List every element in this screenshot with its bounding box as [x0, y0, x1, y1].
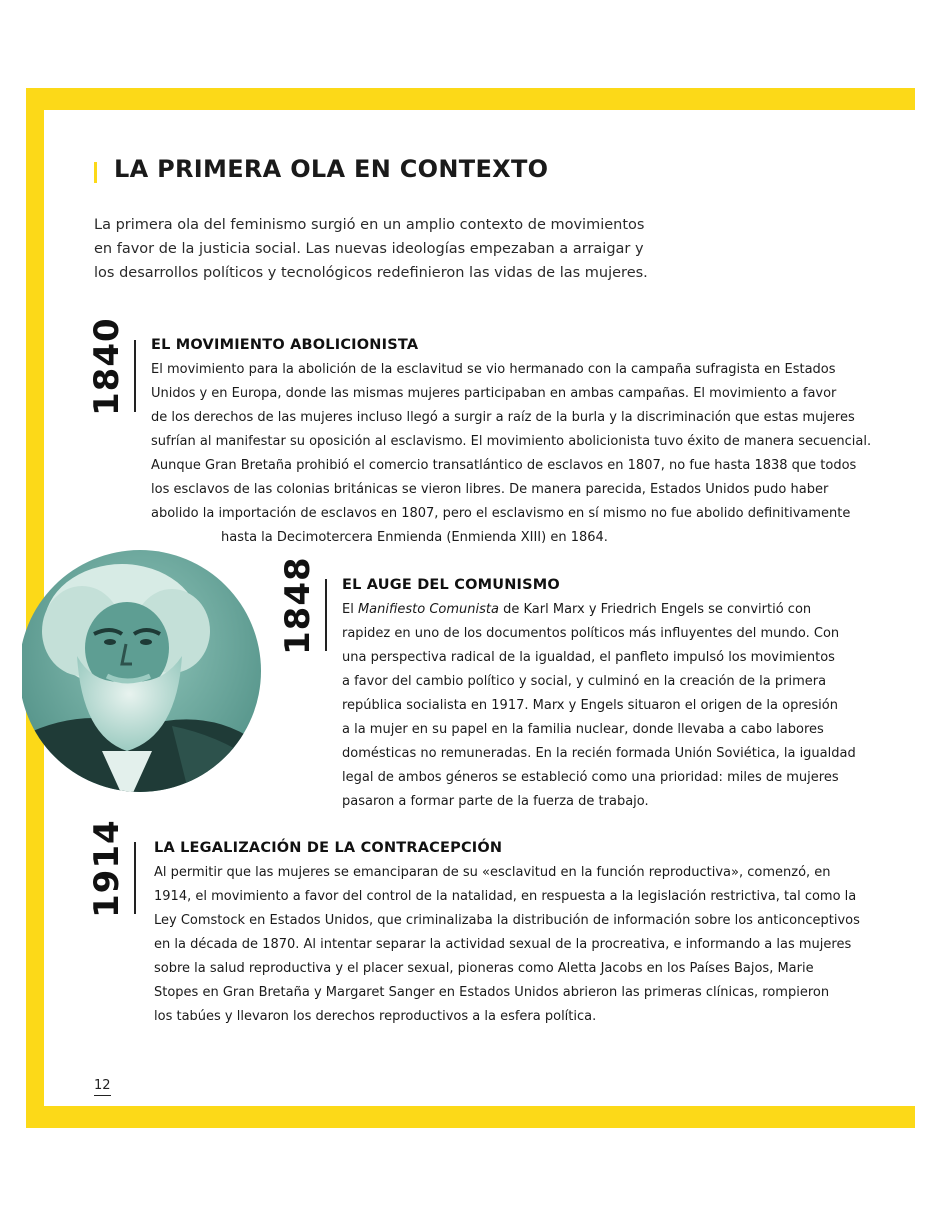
body-line: república socialista en 1917. Marx y Engels situaron el origen de la opresión — [342, 698, 838, 713]
body-line: los esclavos de las colonias británicas se vieron libres. De manera parecida, Estados Unidos pudo haber — [151, 482, 829, 497]
body-line: hasta la Decimotercera Enmienda (Enmienda XIII) en 1864. — [221, 530, 608, 545]
body-line: Unidos y en Europa, donde las mismas mujeres participaban en ambas campañas. El movimiento a favor — [151, 386, 837, 401]
body-line: sobre la salud reproductiva y el placer sexual, pioneras como Aletta Jacobs en los Países Bajos, Marie — [154, 961, 814, 976]
body-line: Stopes en Gran Bretaña y Margaret Sanger en Estados Unidos abrieron las primeras clínicas, rompieron — [154, 985, 830, 1000]
body-line: Aunque Gran Bretaña prohibió el comercio transatlántico de esclavos en 1807, no fue hasta 1838 que todos — [151, 458, 857, 473]
year-label-1848: 1848 — [278, 556, 318, 655]
body-line: en la década de 1870. Al intentar separar la actividad sexual de la procreativa, e informando a las mujeres — [154, 937, 852, 952]
body-line: pasaron a formar parte de la fuerza de trabajo. — [342, 794, 649, 809]
frame-bottom-border — [26, 1106, 915, 1128]
section-body-comunismo — [342, 598, 856, 814]
section-title-contracepcion: LA LEGALIZACIÓN DE LA CONTRACEPCIÓN — [154, 840, 503, 856]
body-line: de los derechos de las mujeres incluso llegó a surgir a raíz de la burla y la discriminación que estas mujeres — [151, 410, 855, 425]
page-number: 12 — [94, 1078, 111, 1096]
body-line: rapidez en uno de los documentos políticos más influyentes del mundo. Con — [342, 626, 840, 641]
intro-line: los desarrollos políticos y tecnológicos redefinieron las vidas de las mujeres. — [94, 265, 648, 281]
year-divider — [134, 842, 136, 914]
karl-marx-portrait — [22, 536, 262, 806]
year-label-1914: 1914 — [87, 819, 127, 918]
section-body-abolicionista — [151, 358, 871, 550]
intro-paragraph — [94, 213, 654, 285]
body-line: El movimiento para la abolición de la esclavitud se vio hermanado con la campaña sufragista en Estados — [151, 362, 836, 377]
body-line: a favor del cambio político y social, y culminó en la creación de la primera — [342, 674, 827, 689]
body-text: de Karl Marx y Friedrich Engels se convirtió con — [498, 602, 812, 617]
section-title-comunismo: EL AUGE DEL COMUNISMO — [342, 577, 560, 593]
section-body-contracepcion — [154, 861, 860, 1029]
section-title-abolicionista: EL MOVIMIENTO ABOLICIONISTA — [151, 337, 419, 353]
title-accent-bar — [94, 162, 97, 183]
body-line: sufrían al manifestar su oposición al esclavismo. El movimiento abolicionista tuvo éxito de manera secuencial. — [151, 434, 872, 449]
body-line — [342, 598, 856, 622]
frame-top-border — [26, 88, 915, 110]
body-line: a la mujer en su papel en la familia nuclear, donde llevaba a cabo labores — [342, 722, 824, 737]
body-line: legal de ambos géneros se estableció como una prioridad: miles de mujeres — [342, 770, 839, 785]
intro-line: en favor de la justicia social. Las nuevas ideologías empezaban a arraigar y — [94, 241, 644, 257]
year-divider — [325, 579, 327, 651]
intro-line: La primera ola del feminismo surgió en un amplio contexto de movimientos — [94, 217, 645, 233]
body-line: los tabúes y llevaron los derechos reproductivos a la esfera política. — [154, 1009, 597, 1024]
body-line: Al permitir que las mujeres se emanciparan de su «esclavitud en la función reproductiva», comenzó, en — [154, 865, 831, 880]
body-line: 1914, el movimiento a favor del control de la natalidad, en respuesta a la legislación restrictiva, tal como la — [154, 889, 857, 904]
page-title: LA PRIMERA OLA EN CONTEXTO — [114, 155, 549, 183]
year-label-1840: 1840 — [87, 317, 127, 416]
body-line: domésticas no remuneradas. En la recién formada Unión Soviética, la igualdad — [342, 746, 856, 761]
body-line: Ley Comstock en Estados Unidos, que criminalizaba la distribución de información sobre los anticonceptivos — [154, 913, 860, 928]
year-divider — [134, 340, 136, 412]
manifesto-title: Manifiesto Comunista — [357, 602, 499, 617]
portrait-image — [22, 536, 262, 806]
body-line: abolido la importación de esclavos en 1807, pero el esclavismo en sí mismo no fue abolido definitivamente — [151, 506, 851, 521]
body-line: una perspectiva radical de la igualdad, el panfleto impulsó los movimientos — [342, 650, 835, 665]
body-text: El — [342, 602, 358, 617]
